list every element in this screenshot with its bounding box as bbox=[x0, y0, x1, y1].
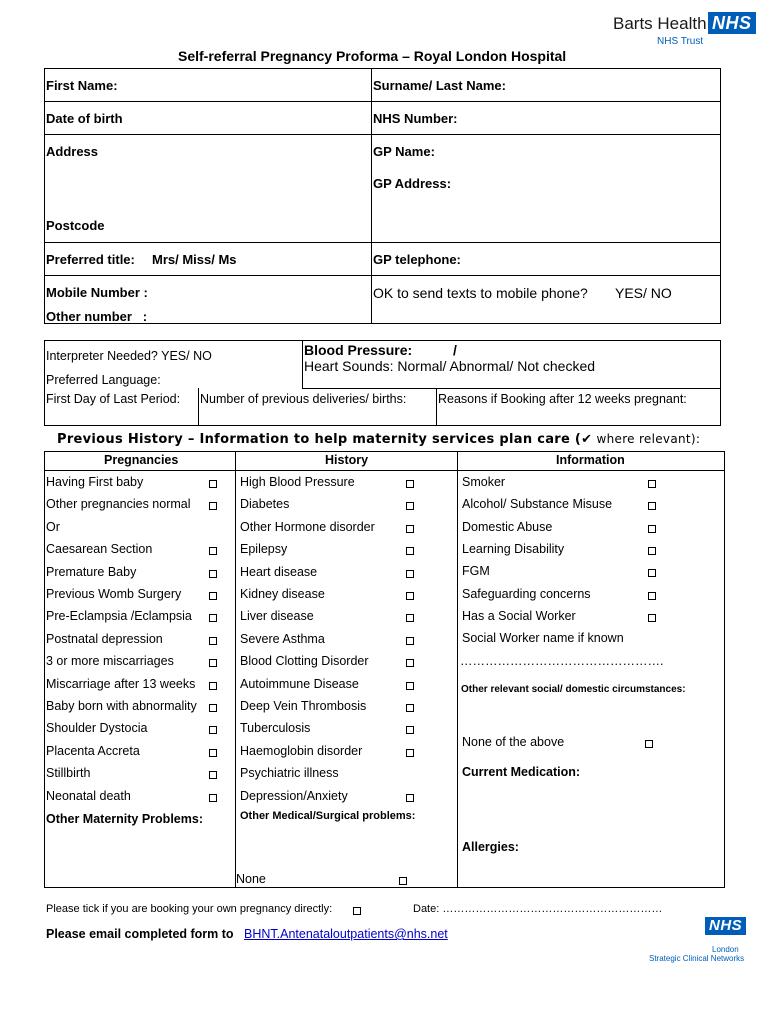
history-checkbox[interactable] bbox=[406, 614, 414, 622]
history-checkbox[interactable] bbox=[406, 794, 414, 802]
check-icon: ✔ bbox=[581, 432, 593, 447]
history-checkbox[interactable] bbox=[406, 525, 414, 533]
nhs-logo: NHS bbox=[708, 12, 756, 34]
history-item[interactable]: Liver disease bbox=[240, 609, 314, 624]
pregnancy-checkbox[interactable] bbox=[209, 726, 217, 734]
pregnancy-item[interactable]: Having First baby bbox=[46, 475, 144, 489]
pregnancy-item[interactable]: Premature Baby bbox=[46, 564, 137, 579]
history-item[interactable]: Other Hormone disorder bbox=[240, 519, 375, 534]
history-item[interactable]: Tuberculosis bbox=[240, 721, 311, 736]
history-checkbox[interactable] bbox=[406, 682, 414, 690]
info-item[interactable]: Safeguarding concerns bbox=[462, 586, 591, 601]
pregnancy-checkbox[interactable] bbox=[209, 682, 217, 690]
pregnancy-checkbox[interactable] bbox=[209, 749, 217, 757]
pregnancy-checkbox[interactable] bbox=[209, 794, 217, 802]
allergies-field[interactable]: Allergies: bbox=[462, 840, 519, 854]
history-checkbox[interactable] bbox=[406, 547, 414, 555]
blood-pressure-field[interactable]: Blood Pressure: bbox=[304, 342, 413, 358]
address-field[interactable]: Address bbox=[46, 144, 99, 159]
own-booking-checkbox[interactable] bbox=[353, 907, 361, 915]
info-item[interactable]: Social Worker name if known bbox=[462, 631, 624, 646]
history-checkbox[interactable] bbox=[406, 704, 414, 712]
pregnancy-checkbox[interactable] bbox=[209, 502, 217, 510]
info-dots: …………………………………………. bbox=[460, 654, 664, 668]
pregnancy-checkbox[interactable] bbox=[209, 659, 217, 667]
history-item[interactable]: Kidney disease bbox=[240, 587, 325, 601]
pregnancy-item[interactable]: Stillbirth bbox=[46, 766, 91, 781]
postcode-field[interactable]: Postcode bbox=[46, 218, 105, 233]
history-checkbox[interactable] bbox=[406, 726, 414, 734]
pregnancy-item[interactable]: 3 or more miscarriages bbox=[46, 654, 174, 669]
history-heading bbox=[57, 432, 700, 447]
history-checkbox[interactable] bbox=[406, 480, 414, 488]
pregnancy-checkbox[interactable] bbox=[209, 614, 217, 622]
none-checkbox[interactable] bbox=[399, 877, 407, 885]
col-history: History bbox=[325, 453, 369, 467]
pregnancy-checkbox[interactable] bbox=[209, 771, 217, 779]
page-title: Self-referral Pregnancy Proforma – Royal London Hospital bbox=[178, 48, 567, 64]
history-item[interactable]: Severe Asthma bbox=[240, 631, 325, 646]
ok-texts-yes-no[interactable]: YES/ NO bbox=[615, 285, 672, 301]
other-maternity-field[interactable]: Other Maternity Problems: bbox=[46, 812, 203, 826]
history-item[interactable]: Haemoglobin disorder bbox=[240, 743, 363, 758]
other-medical-field[interactable]: Other Medical/Surgical problems: bbox=[240, 810, 416, 822]
pregnancy-checkbox[interactable] bbox=[209, 704, 217, 712]
history-item[interactable]: Deep Vein Thrombosis bbox=[240, 699, 367, 713]
own-booking-label: Please tick if you are booking your own pregnancy directly: bbox=[46, 903, 333, 915]
info-checkbox[interactable] bbox=[648, 614, 656, 622]
current-medication-field[interactable]: Current Medication: bbox=[462, 765, 581, 779]
info-checkbox[interactable] bbox=[648, 480, 656, 488]
history-item[interactable]: Epilepsy bbox=[240, 542, 288, 557]
col-information: Information bbox=[556, 453, 625, 467]
title-options[interactable]: Mrs/ Miss/ Ms bbox=[152, 252, 237, 267]
history-checkbox[interactable] bbox=[406, 592, 414, 600]
pregnancy-item[interactable]: Pre-Eclampsia /Eclampsia bbox=[46, 609, 192, 624]
info-checkbox[interactable] bbox=[648, 547, 656, 555]
trust-label: NHS Trust bbox=[657, 36, 704, 47]
pregnancy-checkbox[interactable] bbox=[209, 637, 217, 645]
pregnancy-item[interactable]: Postnatal depression bbox=[46, 631, 163, 646]
history-checkbox[interactable] bbox=[406, 502, 414, 510]
footer-nhs-logo: NHS bbox=[705, 917, 746, 935]
pregnancy-item[interactable]: Neonatal death bbox=[46, 788, 131, 803]
footer-scn: Strategic Clinical Networks bbox=[649, 954, 745, 963]
info-item[interactable]: Has a Social Worker bbox=[462, 608, 576, 623]
gp-telephone-field[interactable]: GP telephone: bbox=[373, 252, 461, 267]
lmp-field[interactable]: First Day of Last Period: bbox=[46, 392, 181, 406]
history-heading-bold: Previous History – Information to help maternity services plan care ( bbox=[57, 432, 582, 447]
none-above-option[interactable]: None of the above bbox=[462, 735, 565, 749]
pregnancy-checkbox[interactable] bbox=[209, 480, 217, 488]
info-item[interactable]: Alcohol/ Substance Misuse bbox=[462, 497, 613, 512]
none-option[interactable]: None bbox=[236, 872, 266, 886]
pregnancy-item[interactable]: Shoulder Dystocia bbox=[46, 721, 148, 736]
pregnancy-item[interactable]: Placenta Accreta bbox=[46, 743, 140, 758]
surname-field[interactable]: Surname/ Last Name: bbox=[373, 78, 506, 93]
info-item[interactable]: Domestic Abuse bbox=[462, 519, 553, 534]
history-item[interactable]: Psychiatric illness bbox=[240, 766, 339, 781]
gp-address-field[interactable]: GP Address: bbox=[373, 176, 452, 191]
history-item[interactable]: Blood Clotting Disorder bbox=[240, 654, 369, 669]
preferred-language-field[interactable]: Preferred Language: bbox=[46, 373, 161, 387]
history-checkbox[interactable] bbox=[406, 637, 414, 645]
email-prompt: Please email completed form to bbox=[46, 927, 234, 941]
dob-field[interactable]: Date of birth bbox=[46, 111, 123, 126]
ok-texts-label: OK to send texts to mobile phone? bbox=[373, 285, 588, 301]
pregnancy-item[interactable]: Previous Womb Surgery bbox=[46, 587, 182, 601]
none-above-checkbox[interactable] bbox=[645, 740, 653, 748]
pregnancy-item[interactable]: Miscarriage after 13 weeks bbox=[46, 676, 196, 691]
pregnancy-item[interactable]: Baby born with abnormality bbox=[46, 699, 197, 713]
pregnancy-checkbox[interactable] bbox=[209, 570, 217, 578]
info-checkbox[interactable] bbox=[648, 592, 656, 600]
heart-sounds-field[interactable]: Heart Sounds: Normal/ Abnormal/ Not checked bbox=[304, 358, 596, 374]
email-link[interactable]: BHNT.Antenataloutpatients@nhs.net bbox=[244, 927, 448, 941]
reasons-late-field[interactable]: Reasons if Booking after 12 weeks pregnant: bbox=[438, 392, 687, 406]
other-social-field[interactable]: Other relevant social/ domestic circumstances: bbox=[461, 684, 686, 695]
other-number-field[interactable]: Other number : bbox=[46, 309, 148, 324]
pregnancy-item[interactable]: Other pregnancies normal bbox=[46, 497, 191, 512]
info-item[interactable]: Learning Disability bbox=[462, 541, 565, 556]
interpreter-field[interactable]: Interpreter Needed? YES/ NO bbox=[46, 349, 212, 363]
history-item[interactable]: Heart disease bbox=[240, 564, 318, 579]
history-checkbox[interactable] bbox=[406, 749, 414, 757]
first-name-field[interactable]: First Name: bbox=[46, 78, 118, 93]
col-pregnancies: Pregnancies bbox=[104, 453, 179, 467]
info-checkbox[interactable] bbox=[648, 502, 656, 510]
history-item[interactable]: Autoimmune Disease bbox=[240, 676, 359, 691]
info-item[interactable]: FGM bbox=[462, 564, 490, 579]
gp-name-field[interactable]: GP Name: bbox=[373, 144, 435, 159]
history-checkbox[interactable] bbox=[406, 570, 414, 578]
info-item[interactable]: Smoker bbox=[462, 475, 506, 489]
prev-deliveries-field[interactable]: Number of previous deliveries/ births: bbox=[200, 392, 407, 406]
pregnancy-checkbox[interactable] bbox=[209, 592, 217, 600]
preferred-title-label: Preferred title: bbox=[46, 252, 135, 267]
pregnancy-checkbox[interactable] bbox=[209, 547, 217, 555]
pregnancy-item[interactable]: Or bbox=[46, 519, 60, 534]
history-item[interactable]: High Blood Pressure bbox=[240, 475, 355, 489]
info-checkbox[interactable] bbox=[648, 525, 656, 533]
info-checkbox[interactable] bbox=[648, 569, 656, 577]
bp-slash: / bbox=[453, 342, 457, 358]
history-item[interactable]: Diabetes bbox=[240, 497, 290, 512]
mobile-field[interactable]: Mobile Number : bbox=[46, 285, 148, 300]
history-checkbox[interactable] bbox=[406, 659, 414, 667]
history-item[interactable]: Depression/Anxiety bbox=[240, 788, 348, 803]
history-heading-rest: where relevant): bbox=[592, 432, 701, 446]
footer-london: London bbox=[712, 945, 739, 954]
date-field[interactable]: Date: …………………………………………………… bbox=[413, 903, 663, 915]
org-name: Barts Health bbox=[613, 14, 707, 33]
nhs-number-field[interactable]: NHS Number: bbox=[373, 111, 458, 126]
pregnancy-item[interactable]: Caesarean Section bbox=[46, 542, 153, 557]
